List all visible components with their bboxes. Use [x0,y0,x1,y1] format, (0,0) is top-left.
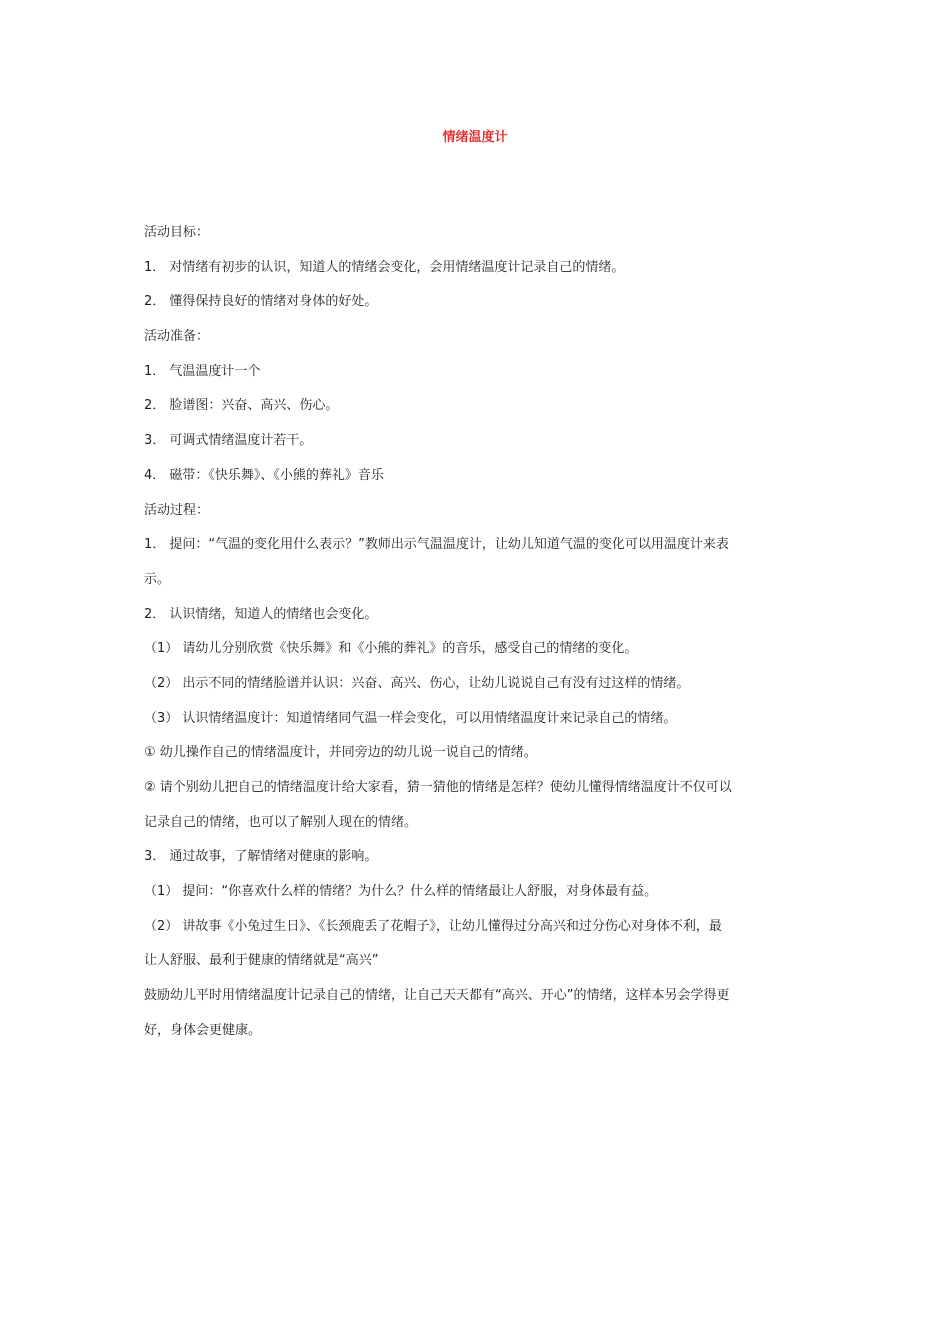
section-heading-goals: 活动目标： [144,225,210,240]
preparation-item: 2． 脸谱图：兴奋、高兴、伤心。 [144,398,339,414]
process-line: （2） 出示不同的情绪脸谱并认识：兴奋、高兴、伤心，让幼儿说说自己有没有过这样的情绪。 [144,675,690,691]
process-line: 示。 [144,571,171,587]
process-line: ① 幼儿操作自己的情绪温度计，并同旁边的幼儿说一说自己的情绪。 [144,745,537,761]
closing-line: 好，身体会更健康。 [144,1022,262,1038]
preparation-item: 4． 磁带：《快乐舞》、《小熊的葬礼》音乐 [144,467,384,483]
process-line: 让人舒服、最利于健康的情绪就是“高兴” [144,953,379,969]
process-line: 记录自己的情绪，也可以了解别人现在的情绪。 [144,814,418,830]
document-body [144,216,808,1049]
document-title: 情绪温度计 [442,130,508,145]
section-heading-process: 活动过程： [144,502,210,518]
goal-item: 1． 对情绪有初步的认识，知道人的情绪会变化，会用情绪温度计记录自己的情绪。 [144,259,625,275]
process-line: （1） 请幼儿分别欣赏《快乐舞》和《小熊的葬礼》的音乐，感受自己的情绪的变化。 [144,641,638,657]
process-line: 3． 通过故事，了解情绪对健康的影响。 [144,849,378,865]
process-line: ② 请个别幼儿把自己的情绪温度计给大家看，猜一猜他的情绪是怎样？使幼儿懂得情绪温度计不仅可以 [144,780,732,795]
closing-line: 鼓励幼儿平时用情绪温度计记录自己的情绪，让自己天天都有“高兴、开心”的情绪，这样本另会学得更 [144,988,730,1004]
process-line: （2） 讲故事《小兔过生日》、《长颈鹿丢了花帽子》，让幼儿懂得过分高兴和过分伤心对身体不利，最 [144,918,722,934]
process-line: 1． 提问：“气温的变化用什么表示？”教师出示气温温度计，让幼儿知道气温的变化可以用温度计来表 [144,537,729,553]
process-line: （1） 提问：“你喜欢什么样的情绪？为什么？什么样的情绪最让人舒服，对身体最有益。 [144,884,658,900]
preparation-item: 1． 气温温度计一个 [144,363,261,379]
section-heading-preparation: 活动准备： [144,329,210,345]
preparation-item: 3． 可调式情绪温度计若干。 [144,433,313,449]
process-line: 2． 认识情绪，知道人的情绪也会变化。 [144,606,378,622]
goal-item: 2． 懂得保持良好的情绪对身体的好处。 [144,294,378,310]
process-line: （3） 认识情绪温度计：知道情绪同气温一样会变化，可以用情绪温度计来记录自己的情绪。 [144,710,677,726]
